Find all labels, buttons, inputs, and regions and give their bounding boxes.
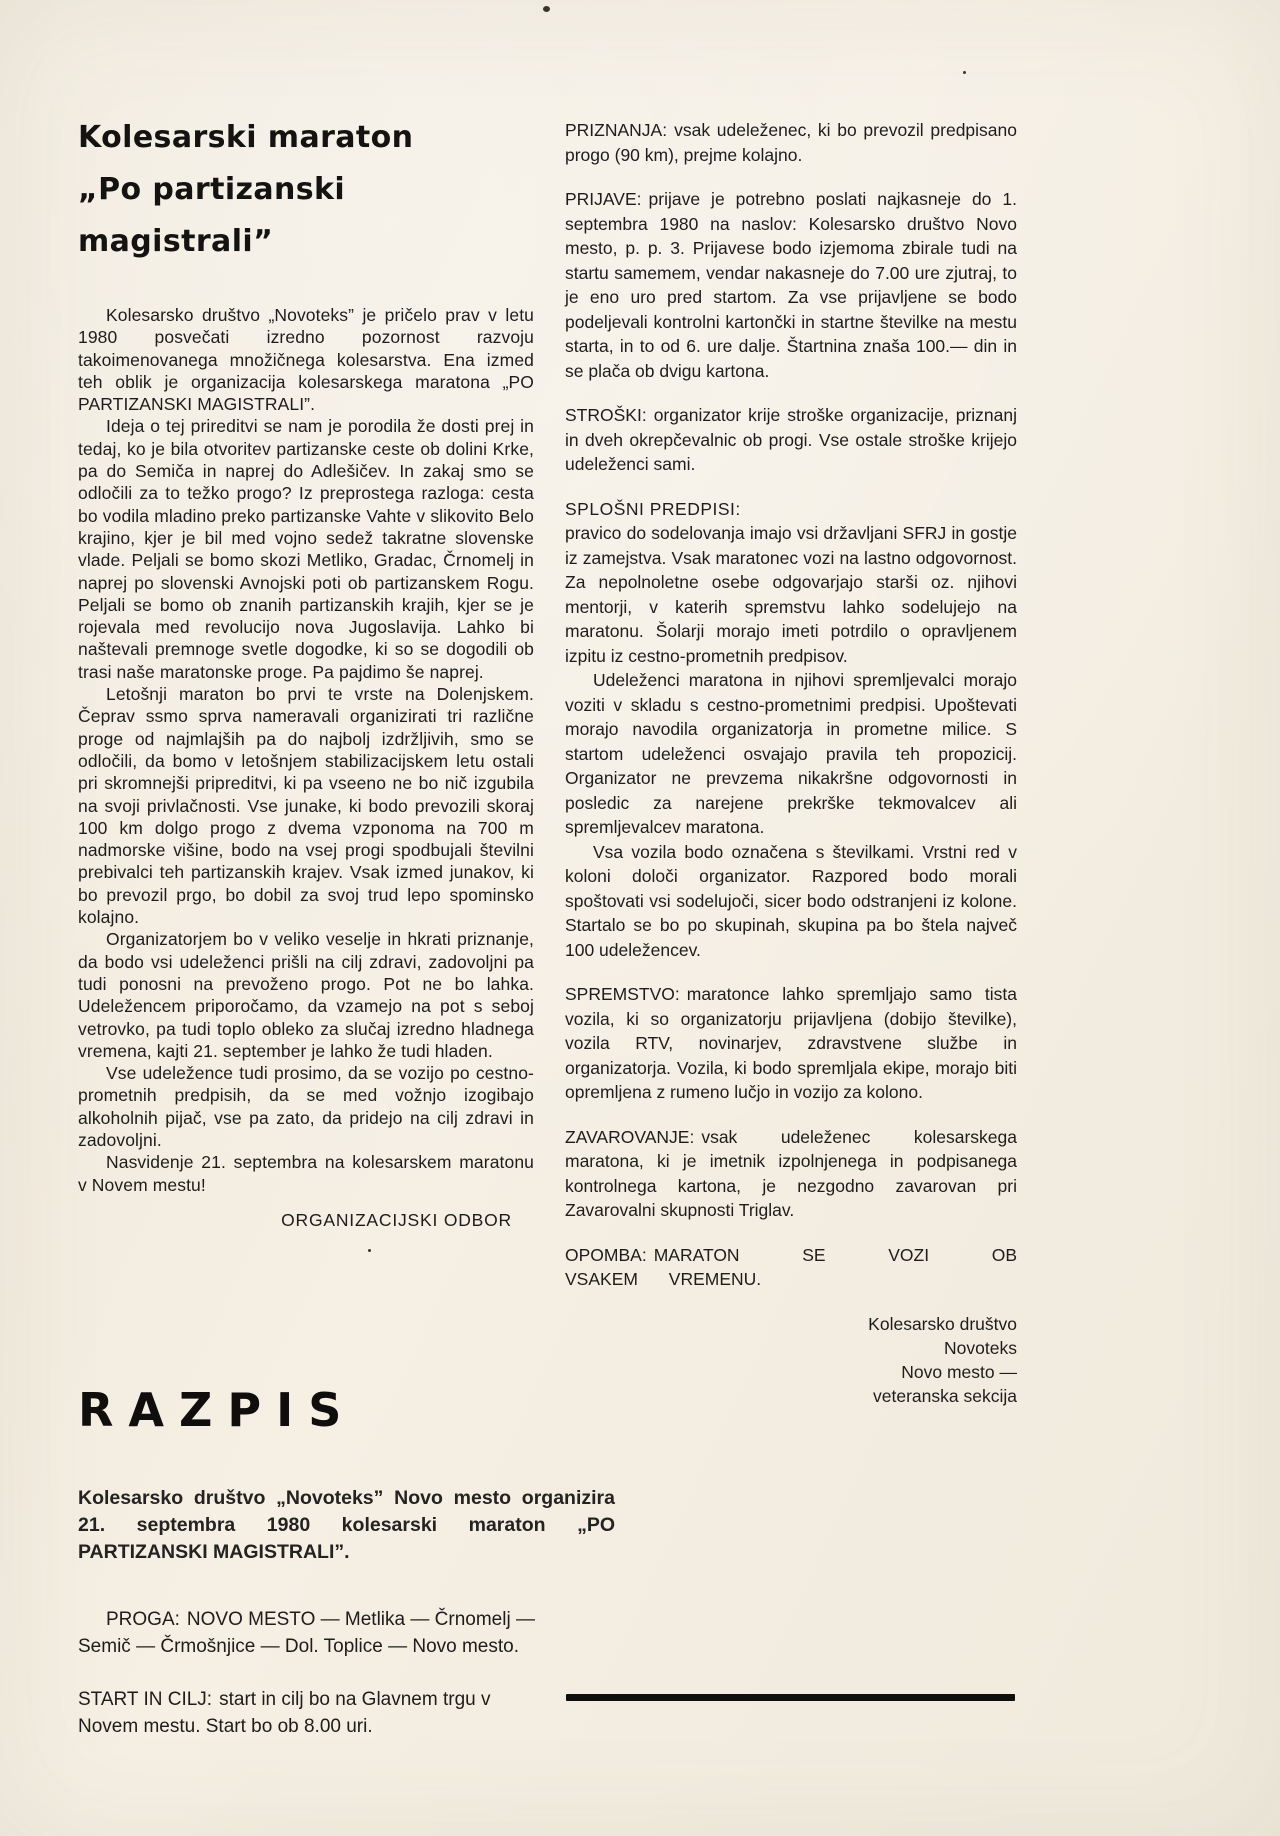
priznanja-label: PRIZNANJA: bbox=[565, 120, 668, 140]
scan-speck bbox=[963, 71, 966, 74]
paragraph-intro-6: Nasvidenje 21. septembra na kolesarskem maratonu v Novem mestu! bbox=[78, 1152, 534, 1195]
section-spremstvo bbox=[565, 982, 1017, 1105]
spremstvo-label: SPREMSTVO: bbox=[565, 984, 680, 1004]
signature-line-club: Kolesarsko društvo bbox=[868, 1313, 1017, 1334]
splosni-heading: SPLOŠNI PREDPISI: bbox=[565, 498, 741, 519]
razpis-heading: RAZPIS bbox=[78, 1383, 357, 1437]
organizing-committee-signoff: ORGANIZACIJSKI ODBOR bbox=[281, 1209, 512, 1230]
left-column bbox=[78, 112, 534, 1231]
start-finish-item bbox=[78, 1686, 548, 1740]
stroski-text: organizator krije stroške organizacije, priznanj in dveh okrepčevalnic ob progi. Vse ostale stroške krijejo udeleženci sami. bbox=[565, 405, 1017, 474]
title-line-2: „Po partizanski magistrali” bbox=[78, 172, 346, 259]
route-label: PROGA: bbox=[106, 1609, 180, 1630]
scan-speck bbox=[543, 6, 550, 12]
opomba-text: MARATON SE VOZI OB VSAKEM VREMENU. bbox=[565, 1244, 1017, 1289]
divider-bar bbox=[566, 1694, 1015, 1701]
signature-line-city: Novo mesto — bbox=[901, 1361, 1017, 1382]
signature-block bbox=[565, 1312, 1017, 1408]
zavarovanje-text: vsak udeleženec kolesarskega maratona, ki je imetnik izpolnjenega in podpisanega kontrolnega kartona, je nezgodno zavarovan pri Zavarovalni skupnosti Triglav. bbox=[565, 1126, 1017, 1220]
title-line-1: Kolesarski maraton bbox=[78, 120, 414, 155]
route-item bbox=[78, 1606, 548, 1660]
signature-line-novoteks: Novoteks bbox=[944, 1337, 1017, 1358]
razpis-section bbox=[78, 1383, 615, 1740]
priznanja-text: vsak udeleženec, ki bo prevozil predpisano progo (90 km), prejme kolajno. bbox=[565, 120, 1017, 165]
paragraph-intro-3: Letošnji maraton bo prvi te vrste na Dolenjskem. Čeprav ssmo sprva nameravali organizirati tri različne proge od najmlajših pa do najbolj izdržljivih, smo se odločili, da bomo v letošnjem stabilizacijskem letu ostali pri skromnejši pripreditvi, ki pa vseeno ne bo nič izgubila na svoji privlačnosti. Vse junake, ki bodo prevozili skoraj 100 km dolgo progo z dvema vzponoma na 700 m nadmorske višine, bodo na vsej progi spodbujali številni prebivalci teh partizanskih krajev. Vsak izmed junakov, ki bo prevozil prgo, bo dobil za svoj trud lepo spominsko kolajno. bbox=[78, 684, 534, 928]
zavarovanje-label: ZAVAROVANJE: bbox=[565, 1126, 695, 1147]
start-finish-label: START IN CILJ: bbox=[78, 1689, 213, 1710]
splosni-paragraph-1: pravico do sodelovanja imajo vsi državljani SFRJ in gostje iz zamejstva. Vsak maratonec vozi na lastno odgovornost. Za nepolnoletne osebe odgovarjajo starši oz. njihovi mentorji, v katerih spremstvu lahko sodelujejo na maratonu. Šolarji morajo imeti potrdilo o opravljenem izpitu iz cestno-prometnih predpisov. bbox=[565, 523, 1017, 666]
page-title bbox=[78, 112, 534, 268]
start-finish-text: start in cilj bo na Glavnem trgu v Novem mestu. Start bo ob 8.00 uri. bbox=[78, 1689, 491, 1737]
route-text: NOVO MESTO — Metlika — Črnomelj — Semič — Črmošnjice — Dol. Toplice — Novo mesto. bbox=[78, 1609, 535, 1657]
section-opomba bbox=[565, 1243, 1017, 1292]
prijave-label: PRIJAVE: bbox=[565, 189, 642, 209]
signature-line-section: veteranska sekcija bbox=[873, 1385, 1017, 1406]
section-splosni-predpisi bbox=[565, 497, 1017, 963]
opomba-label: OPOMBA: bbox=[565, 1244, 647, 1265]
paragraph-intro-5: Vse udeležence tudi prosimo, da se vozijo po cestno-prometnih predpisih, da se med vožnjo izogibajo alkoholnih pijač, vse pa zato, da pridejo na cilj zdravi in zadovoljni. bbox=[78, 1063, 534, 1150]
section-priznanja bbox=[565, 118, 1017, 167]
razpis-intro-paragraph: Kolesarsko društvo „Novoteks” Novo mesto organizira 21. septembra 1980 kolesarski maraton „PO PARTIZANSKI MAGISTRALI”. bbox=[78, 1487, 615, 1563]
intro-body bbox=[78, 304, 534, 1196]
prijave-text: prijave je potrebno poslati najkasneje do 1. septembra 1980 na naslov: Kolesarsko društvo Novo mesto, p. p. 3. Prijavese bodo izjemoma zbirale tudi na startu samemem, vendar nakasneje do 7.00 ure zjutraj, to je eno uro pred startom. Za vse prijavljene se bodo podeljevali kontrolni kartončki in startne številke na mestu starta, in to od 6. ure dalje. Štartnina znaša 100.— din in se plača ob dvigu kartona. bbox=[565, 189, 1017, 381]
paragraph-intro-4: Organizatorjem bo v veliko veselje in hkrati priznanje, da bodo vsi udeleženci prišli na cilj zdravi, zadovoljni pa tudi ponosni na prevoženo progo. Pot ne bo lahka. Udeležencem priporočamo, da vzamejo na pot s seboj vetrovko, pa tudi toplo obleko za slučaj izredno hladnega vremena, kajti 21. september je lahko že tudi hladen. bbox=[78, 929, 534, 1061]
scan-speck bbox=[368, 1249, 371, 1252]
right-column bbox=[565, 118, 1017, 1408]
section-stroski bbox=[565, 403, 1017, 477]
section-zavarovanje bbox=[565, 1125, 1017, 1223]
stroski-label: STROŠKI: bbox=[565, 405, 647, 425]
paragraph-intro-1: Kolesarsko društvo „Novoteks” je pričelo prav v letu 1980 posvečati izredno pozornost razvoju takoimenovanega množičnega kolesarstva. Ena izmed teh oblik je organizacija kolesarskega maratona „PO PARTIZANSKI MAGISTRALI”. bbox=[78, 305, 534, 415]
splosni-paragraph-3: Vsa vozila bodo označena s številkami. Vrstni red v koloni določi organizator. Razpored bodo morali spoštovati vsi sodelujoči, sicer bodo odstranjeni iz kolone. Startalo se bo po skupinah, skupina pa bo štela največ 100 udeležencev. bbox=[565, 841, 1017, 960]
splosni-paragraph-2: Udeleženci maratona in njihovi spremljevalci morajo voziti v skladu s cestno-prometnimi predpisi. Upoštevati morajo navodila organizatorja in prometne milice. S startom udeleženci osvajajo pravila teh propozicij. Organizator ne prevzema nikakršne odgovornosti in posledic za narejene prekrške tekmovalcev ali spremljevalcev maratona. bbox=[565, 670, 1017, 837]
paragraph-intro-2: Ideja o tej prireditvi se nam je porodila že dosti prej in tedaj, ko je bila otvoritev partizanske ceste ob dolini Krke, pa do Semiča in naprej do Adlešičev. In zakaj smo se odločili za to težko progo? Iz preprostega razloga: cesta bo vodila mladino preko partizanske Vahte v slikovito Belo krajino, kjer je bil med vojno sedež takratne slovenske vlade. Peljali se bomo skozi Metliko, Gradac, Črnomelj in naprej po slovenski Avnojski poti ob partizanskem Rogu. Peljali se bomo ob znanih partizanskih krajih, kjer se je rojevala med revolucijo nova Jugoslavija. Lahko bi naštevali premnoge svetle dogodke, ki so se dogodili ob trasi naše maratonske proge. Pa pajdimo še naprej. bbox=[78, 416, 534, 682]
section-prijave bbox=[565, 187, 1017, 383]
spremstvo-text: maratonce lahko spremljajo samo tista vozila, ki so organizatorju prijavljena (dobijo številke), vozila RTV, novinarjev, zdravstvene službe in organizatorja. Vozila, ki bodo spremljala ekipe, morajo biti opremljena z rumeno lučjo in vozijo za kolono. bbox=[565, 984, 1017, 1102]
